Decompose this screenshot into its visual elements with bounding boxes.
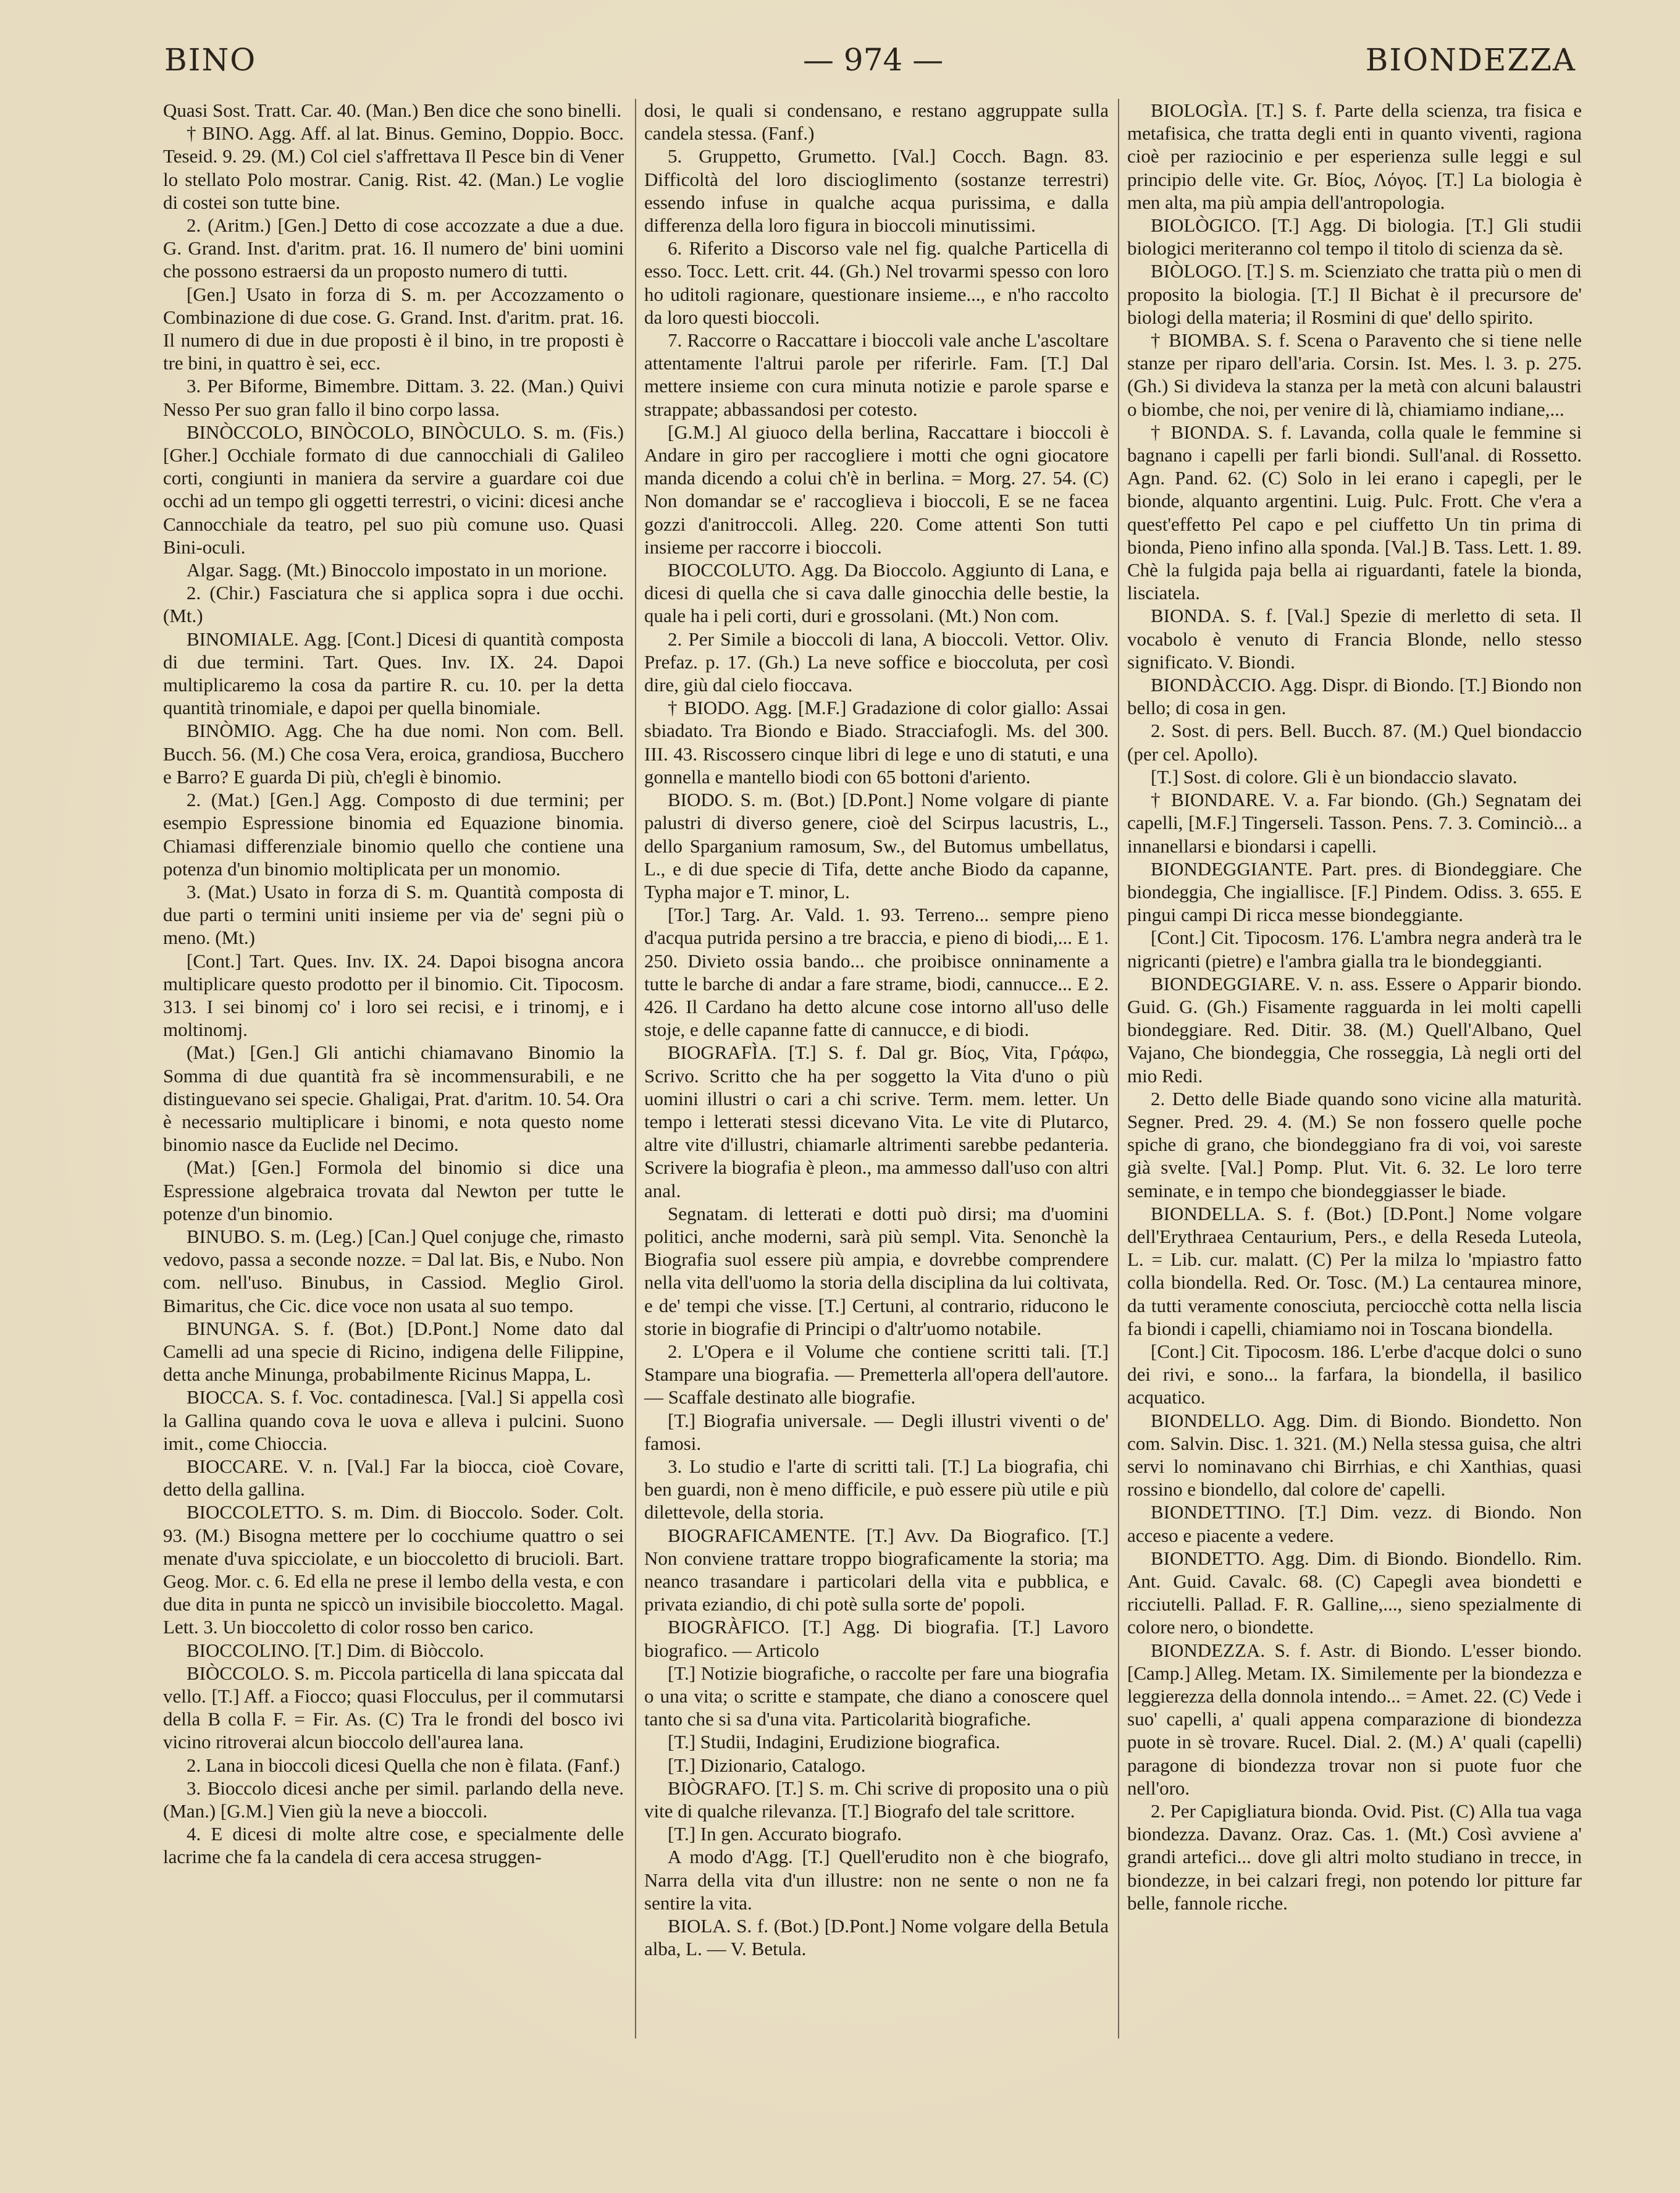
entry-paragraph: [T.] Dizionario, Catalogo. <box>668 1754 866 1776</box>
entry-paragraph: [Cont.] Tart. Ques. Inv. IX. 24. Dapoi bisogna ancora multiplicare questo prodotto per il binomio. Cit. Tipocosm. 313. I sei binomj co' i loro sei recisi, e i trinomj, e i moltinomj. <box>163 949 624 1041</box>
entry-paragraph: 2. L'Opera e il Volume che contiene scritti tali. [T.] Stampare una biografia. — Premetterla all'opera dell'autore. — Scaffale destinato alle biografie. <box>644 1340 1109 1408</box>
entry-paragraph: BIOCCOLETTO. S. m. Dim. di Bioccolo. Soder. Colt. 93. (M.) Bisogna mettere per lo cocchiume quattro o sei menate d'uva spicciolate, e un bioccoletto di brucioli. Bart. Geog. Mor. c. 6. Ed ella ne prese il lembo della vesta, e con due dita in punta ne spiccò un invisibile bioccoletto. Magal. Lett. 3. Un bioccoletto di color rosso ben carico. <box>163 1501 624 1638</box>
entry-paragraph: Segnatam. di letterati e dotti può dirsi; ma d'uomini politici, anche moderni, sarà più sempl. Vita. Senonchè la Biografia suol essere più ampia, e dovrebbe comprendere nella vita dell'uomo la storia della disciplina da lui coltivata, e de' tempi che visse. [T.] Certuni, al contrario, riducono le storie in biografie di Principi o d'altr'uomo notabile. <box>644 1202 1109 1339</box>
entry-paragraph: BIOGRAFICAMENTE. [T.] Avv. Da Biografico. [T.] Non conviene trattare troppo biograficamente la storia; ma neanco trasandare i particolari della vita e pubblica, e privata eziandio, di chi potè sulla sorte de' popoli. <box>644 1524 1109 1615</box>
entry-paragraph: BIODO. S. m. (Bot.) [D.Pont.] Nome volgare di piante palustri di diverso genere, cioè del Scirpus lacustris, L., dello Sparganium ramosum, Sw., del Butomus umbellatus, L., e di due specie di Tifa, dette anche Biodo da capanne, Typha major e T. minor, L. <box>644 789 1109 903</box>
entry-paragraph: [T.] Studii, Indagini, Erudizione biografica. <box>668 1731 1001 1753</box>
column-divider <box>635 99 636 2039</box>
entry-paragraph: BIONDEGGIARE. V. n. ass. Essere o Apparir biondo. Guid. G. (Gh.) Fisamente ragguarda in lei molti capelli biondeggiare. Red. Ditir. 38. (M.) Quell'Albano, Quel Vajano, Che biondeggia, Che rosseggia, Là negli orti del mio Redi. <box>1127 972 1582 1087</box>
entry-paragraph: 2. Sost. di pers. Bell. Bucch. 87. (M.) Quel biondaccio (per cel. Apollo). <box>1127 720 1582 765</box>
entry-paragraph: [Cont.] Cit. Tipocosm. 186. L'erbe d'acque dolci o suno dei rivi, e sono... la farfara, la biondella, il basilico acquatico. <box>1127 1340 1582 1408</box>
entry-paragraph: (Mat.) [Gen.] Formola del binomio si dice una Espressione algebraica trovata dal Newton per tutte le potenze d'un binomio. <box>163 1156 624 1224</box>
entry-paragraph: 3. Lo studio e l'arte di scritti tali. [T.] La biografia, chi ben guardi, non è meno difficile, e può essere più utile e più dilettevole, della storia. <box>644 1455 1109 1523</box>
entry-paragraph: BIOGRAFÌA. [T.] S. f. Dal gr. Βίος, Vita, Γράφω, Scrivo. Scritto che ha per soggetto la Vita d'uno o più uomini illustri o cari a chi scrive. Term. mem. letter. Un tempo i letterati stessi dicevano Vita. Le vite di Plutarco, altre vite d'illustri, chiamarle altrimenti sarebbe pedanteria. Scrivere la biografia è pleon., ma ammesso dall'uso con altri anal. <box>644 1042 1109 1202</box>
header-left-guideword: BINO <box>164 42 257 78</box>
entry-paragraph: [T.] Sost. di colore. Gli è un biondaccio slavato. <box>1151 765 1518 788</box>
entry-paragraph: [G.M.] Al giuoco della berlina, Raccattare i bioccoli è Andare in giro per raccogliere i motti che ogni giocatore manda dicendo a colui ch'è in berlina. = Morg. 27. 54. (C) Non domandar se e' raccoglieva i bioccoli, E se ne facea gozzi d'anitroccoli. Alleg. 220. Come attenti Son tutti insieme per raccorre i bioccoli. <box>644 421 1109 558</box>
entry-paragraph: BIÒCCOLO. S. m. Piccola particella di lana spiccata dal vello. [T.] Aff. a Fiocco; quasi Flocculus, per il commutarsi della B colla F. = Fir. As. (C) Tra le frondi del bosco ivi vicino ritroverai alcun bioccolo dell'aurea lana. <box>163 1662 624 1753</box>
entry-paragraph: BIONDA. S. f. [Val.] Spezie di merletto di seta. Il vocabolo è venuto di Francia Blonde, nello stesso significato. V. Biondi. <box>1127 605 1582 673</box>
entry-paragraph: [Cont.] Cit. Tipocosm. 176. L'ambra negra anderà tra le nigricanti (pietre) e l'ambra gialla tra le biondeggianti. <box>1127 927 1582 972</box>
entry-paragraph: 2. Detto delle Biade quando sono vicine alla maturità. Segner. Pred. 29. 4. (M.) Se non fossero quelle poche spiche di grano, che biondeggiano fra di voi, voi sareste già svelte. [Val.] Pomp. Plut. Vit. 6. 32. Le loro terre seminate, e in tempo che biondeggiasser le biade. <box>1127 1087 1582 1202</box>
entry-paragraph: (Mat.) [Gen.] Gli antichi chiamavano Binomio la Somma di due quantità fra sè incommensurabili, e ne distinguevano sei specie. Ghaligai, Prat. d'aritm. 10. 54. Ora è necessario multiplicare i binomi, e nota questo nome binomio nasce da Euclide nel Decimo. <box>163 1042 624 1156</box>
entry-paragraph: BINOMIALE. Agg. [Cont.] Dicesi di quantità composta di due termini. Tart. Ques. Inv. IX. 24. Dapoi multiplicaremo la cosa da partire R. cu. 10. per la detta quantità trinomiale, e dapoi per quella binomiale. <box>163 628 624 719</box>
text-column-2 <box>644 99 1109 1960</box>
entry-paragraph: 2. Lana in bioccoli dicesi Quella che non è filata. (Fanf.) <box>187 1754 620 1776</box>
entry-paragraph: BIONDETTO. Agg. Dim. di Biondo. Biondello. Rim. Ant. Guid. Cavalc. 68. (C) Capegli avea biondetti e ricciutelli. Pallad. F. R. Galline,..., sieno spezialmente di colore nero, o biondette. <box>1127 1547 1582 1638</box>
entry-paragraph: BIONDELLA. S. f. (Bot.) [D.Pont.] Nome volgare dell'Erythraea Centaurium, Pers., e della Reseda Luteola, L. = Lib. cur. malatt. (C) Per la milza lo 'mpiastro fatto colla biondella. Red. Or. Tosc. (M.) La centaurea minore, da tutti veramente conosciuta, perciocchè cotta nella liscia fa biondi i capelli, chiamiamo noi in Toscana biondella. <box>1127 1202 1582 1339</box>
entry-paragraph: 4. E dicesi di molte altre cose, e specialmente delle lacrime che fa la candela di cera accesa struggen- <box>163 1823 624 1868</box>
entry-paragraph: BINÒMIO. Agg. Che ha due nomi. Non com. Bell. Bucch. 56. (M.) Che cosa Vera, eroica, grandiosa, Bucchero e Barro? E guarda Di più, ch'egli è binomio. <box>163 720 624 788</box>
entry-paragraph: BIÒGRAFO. [T.] S. m. Chi scrive di proposito una o più vite di qualche rilevanza. [T.] Biografo del tale scrittore. <box>644 1777 1109 1822</box>
entry-paragraph: Algar. Sagg. (Mt.) Binoccolo impostato in un morione. <box>187 559 608 581</box>
column-divider <box>1118 99 1119 2039</box>
entry-paragraph: 3. Per Biforme, Bimembre. Dittam. 3. 22. (Man.) Quivi Nesso Per suo gran fallo il bino corpo lassa. <box>163 375 624 420</box>
entry-paragraph: BIONDETTINO. [T.] Dim. vezz. di Biondo. Non acceso e piacente a vedere. <box>1127 1501 1582 1546</box>
header-right-guideword: BIONDEZZA <box>1365 42 1576 78</box>
entry-paragraph: BIOLA. S. f. (Bot.) [D.Pont.] Nome volgare della Betula alba, L. — V. Betula. <box>644 1915 1109 1960</box>
entry-paragraph: BIOCCARE. V. n. [Val.] Far la biocca, cioè Covare, detto della gallina. <box>163 1455 624 1501</box>
entry-paragraph: BIÒLOGO. [T.] S. m. Scienziato che tratta più o men di proposito la biologia. [T.] Il Bichat è il precursore de' biologi della materia; il Rosmini di que' dello spirito. <box>1127 260 1582 328</box>
entry-paragraph: BIONDEGGIANTE. Part. pres. di Biondeggiare. Che biondeggia, Che ingiallisce. [F.] Pindem. Odiss. 3. 655. E pingui campi Di ricca messe biondeggiante. <box>1127 857 1582 926</box>
entry-paragraph: BIONDÀCCIO. Agg. Dispr. di Biondo. [T.] Biondo non bello; di cosa in gen. <box>1127 674 1582 719</box>
entry-paragraph: [Gen.] Usato in forza di S. m. per Accozzamento o Combinazione di due cose. G. Grand. Inst. d'aritm. prat. 16. Il numero di due in due proposti è il bino, in tre proposti è tre bini, in quattro è sei, ecc. <box>163 283 624 374</box>
entry-paragraph: [T.] Notizie biografiche, o raccolte per fare una biografia o una vita; o scritte e stampate, che diano a conoscere quel tanto che si sa d'una vita. Particolarità biografiche. <box>644 1662 1109 1730</box>
entry-paragraph: † BIODO. Agg. [M.F.] Gradazione di color giallo: Assai sbiadato. Tra Biondo e Biado. Stracciafogli. Ms. del 300. III. 43. Riscossero cinque libri di lege e uno di statuti, e una gonnella e mantello biodi con 65 bottoni d'ariento. <box>644 697 1109 788</box>
entry-paragraph: [T.] In gen. Accurato biografo. <box>668 1823 902 1845</box>
entry-paragraph: † BIOMBA. S. f. Scena o Paravento che si tiene nelle stanze per riparo dell'aria. Corsin. Ist. Mes. l. 3. p. 275. (Gh.) Si divideva la stanza per la metà con alcuni balaustri o biombe, che noi, per venire di là, chiamiamo indiane,... <box>1127 329 1582 420</box>
entry-paragraph: 2. Per Simile a bioccoli di lana, A bioccoli. Vettor. Oliv. Prefaz. p. 17. (Gh.) La neve soffice e bioccoluta, per così dire, giù dal cielo fioccava. <box>644 628 1109 696</box>
entry-paragraph: BINUNGA. S. f. (Bot.) [D.Pont.] Nome dato dal Camelli ad una specie di Ricino, indigena delle Filippine, detta anche Minunga, probabilmente Ricinus Mappa, L. <box>163 1317 624 1386</box>
entry-paragraph: 7. Raccorre o Raccattare i bioccoli vale anche L'ascoltare attentamente l'altrui parole per riferirle. Fam. [T.] Dal mettere insieme con cura minuta notizie e parole sparse e strappate; abbassandosi per cotesto. <box>644 329 1109 420</box>
entry-paragraph: BINUBO. S. m. (Leg.) [Can.] Quel conjuge che, rimasto vedovo, passa a seconde nozze. = Dal lat. Bis, e Nubo. Non com. nell'uso. Binubus, in Cassiod. Meglio Girol. Bimaritus, che Cic. dice voce non usata al suo tempo. <box>163 1225 624 1316</box>
entry-paragraph: 3. (Mat.) Usato in forza di S. m. Quantità composta di due parti o termini uniti insieme per via de' segni più o meno. (Mt.) <box>163 880 624 949</box>
text-column-1 <box>163 99 624 1869</box>
entry-paragraph: BIONDELLO. Agg. Dim. di Biondo. Biondetto. Non com. Salvin. Disc. 1. 321. (M.) Nella stessa guisa, che altri servi lo nominavano chi Birrhias, e chi Xanthias, quasi rossino e biondello, dal colore de' capelli. <box>1127 1409 1582 1501</box>
entry-paragraph: [T.] Biografia universale. — Degli illustri viventi o de' famosi. <box>644 1409 1109 1454</box>
entry-paragraph: 5. Gruppetto, Grumetto. [Val.] Cocch. Bagn. 83. Difficoltà del loro discioglimento (sostanze terrestri) essendo infuse in qualche acqua purissima, e dalla differenza della loro figura in bioccoli minutissimi. <box>644 145 1109 237</box>
entry-paragraph: 2. (Chir.) Fasciatura che si applica sopra i due occhi. (Mt.) <box>163 582 624 627</box>
entry-paragraph: BIOCCA. S. f. Voc. contadinesca. [Val.] Si appella così la Gallina quando cova le uova e alleva i pulcini. Suono imit., come Chioccia. <box>163 1386 624 1454</box>
entry-paragraph: 3. Bioccolo dicesi anche per simil. parlando della neve. (Man.) [G.M.] Vien giù la neve a bioccoli. <box>163 1777 624 1822</box>
entry-paragraph: BIOLOGÌA. [T.] S. f. Parte della scienza, tra fisica e metafisica, che tratta degli enti in quanto viventi, ragiona cioè per raziocinio e per esperienza sulle leggi e sul principio delle vite. Gr. Βίος, Λόγος. [T.] La biologia è men alta, ma più ampia dell'antropologia. <box>1127 99 1582 213</box>
entry-paragraph: BIOGRÀFICO. [T.] Agg. Di biografia. [T.] Lavoro biografico. — Articolo <box>644 1616 1109 1661</box>
entry-paragraph: † BIONDA. S. f. Lavanda, colla quale le femmine si bagnano i capelli per farli biondi. Sull'anal. di Rossetto. Agn. Pand. 62. (C) Solo in lei erano i capegli, per le bionde, alquanto argentini. Luig. Pulc. Frott. Che v'era a quest'effetto Pel capo e pel ciuffetto Un tin prima di bionda, Pieno infino alla sponda. [Val.] B. Tass. Lett. 1. 89. Chè la fulgida paja bella ai riguardanti, fatele la bionda, lisciatela. <box>1127 421 1582 604</box>
entry-paragraph: [Tor.] Targ. Ar. Vald. 1. 93. Terreno... sempre pieno d'acqua putrida persino a tre braccia, e pieno di biodi,... E 1. 250. Divieto ossia bando... che proibisce onninamente a tutte le barche di andar a fare strame, biodi, cannucce... E 2. 426. Il Cardano ha detto alcune cose intorno all'uso delle stoje, e delle capanne fatte di cannucce, e di biodi. <box>644 904 1109 1041</box>
entry-paragraph: BINÒCCOLO, BINÒCOLO, BINÒCULO. S. m. (Fis.) [Gher.] Occhiale formato di due cannocchiali di Galileo corti, congiunti in maniera da servire a guardare coi due occhi ad un tempo gli oggetti terrestri, o vicini: dicesi anche Cannocchiale da teatro, pel suo più comune uso. Quasi Bini-oculi. <box>163 421 624 558</box>
entry-paragraph: A modo d'Agg. [T.] Quell'erudito non è che biografo, Narra della vita d'un illustre: non ne sente o non ne fa sentire la vita. <box>644 1846 1109 1914</box>
entry-paragraph: BIONDEZZA. S. f. Astr. di Biondo. L'esser biondo. [Camp.] Alleg. Metam. IX. Similemente per la biondezza e leggierezza della donnola intendo... = Amet. 22. (C) Vede i suo' capelli, a' quali appena comparazione di biondezza puote in sè trovare. Rucel. Dial. 2. (M.) A' quali (capelli) paragone di biondezza trovar non si puote fuor che nell'oro. <box>1127 1639 1582 1799</box>
page-number: — 974 — <box>803 42 944 78</box>
entry-paragraph: BIOCCOLINO. [T.] Dim. di Biòccolo. <box>187 1639 484 1661</box>
entry-paragraph: † BIONDARE. V. a. Far biondo. (Gh.) Segnatam dei capelli, [M.F.] Tingerseli. Tasson. Pens. 7. 3. Cominciò... a innanellarsi e biondarsi i capelli. <box>1127 789 1582 857</box>
entry-paragraph: BIOLÒGICO. [T.] Agg. Di biologia. [T.] Gli studii biologici meriteranno col tempo il titolo di scienza da sè. <box>1127 214 1582 259</box>
entry-paragraph: † BINO. Agg. Aff. al lat. Binus. Gemino, Doppio. Bocc. Teseid. 9. 29. (M.) Col ciel s'affrettava Il Pesce bin di Vener lo stellato Polo mostrar. Canig. Rist. 42. (Man.) Le voglie di costei son tutte bine. <box>163 122 624 213</box>
entry-paragraph: BIOCCOLUTO. Agg. Da Bioccolo. Aggiunto di Lana, e dicesi di quella che si cava dalle ginocchia delle bestie, la quale ha i peli corti, duri e grossolani. (Mt.) Non com. <box>644 559 1109 627</box>
entry-paragraph: 2. Per Capigliatura bionda. Ovid. Pist. (C) Alla tua vaga biondezza. Davanz. Oraz. Cas. 1. (Mt.) Così avviene a' grandi artefici... dove gli altri molto studiano in trecce, in biondezze, in bei calzari fregi, non potendo lor pitture far belle, fannole ricche. <box>1127 1800 1582 1914</box>
entry-paragraph: dosi, le quali si condensano, e restano aggruppate sulla candela stessa. (Fanf.) <box>644 99 1109 145</box>
entry-paragraph: Quasi Sost. Tratt. Car. 40. (Man.) Ben dice che sono binelli. <box>163 99 622 121</box>
entry-paragraph: 2. (Aritm.) [Gen.] Detto di cose accozzate a due a due. G. Grand. Inst. d'aritm. prat. 16. Il numero de' bini uomini che possono estraersi da un proposto numero di tutti. <box>163 214 624 282</box>
entry-paragraph: 2. (Mat.) [Gen.] Agg. Composto di due termini; per esempio Espressione binomia ed Equazione binomia. Chiamasi differenziale binomio quello che contiene una potenza d'un binomio moltiplicata per un monomio. <box>163 789 624 880</box>
entry-paragraph: 6. Riferito a Discorso vale nel fig. qualche Particella di esso. Tocc. Lett. crit. 44. (Gh.) Nel trovarmi spesso con loro ho uditoli ragionare, questionare insieme..., e n'ho raccolto da loro questi bioccoli. <box>644 237 1109 328</box>
text-column-3 <box>1127 99 1582 1914</box>
